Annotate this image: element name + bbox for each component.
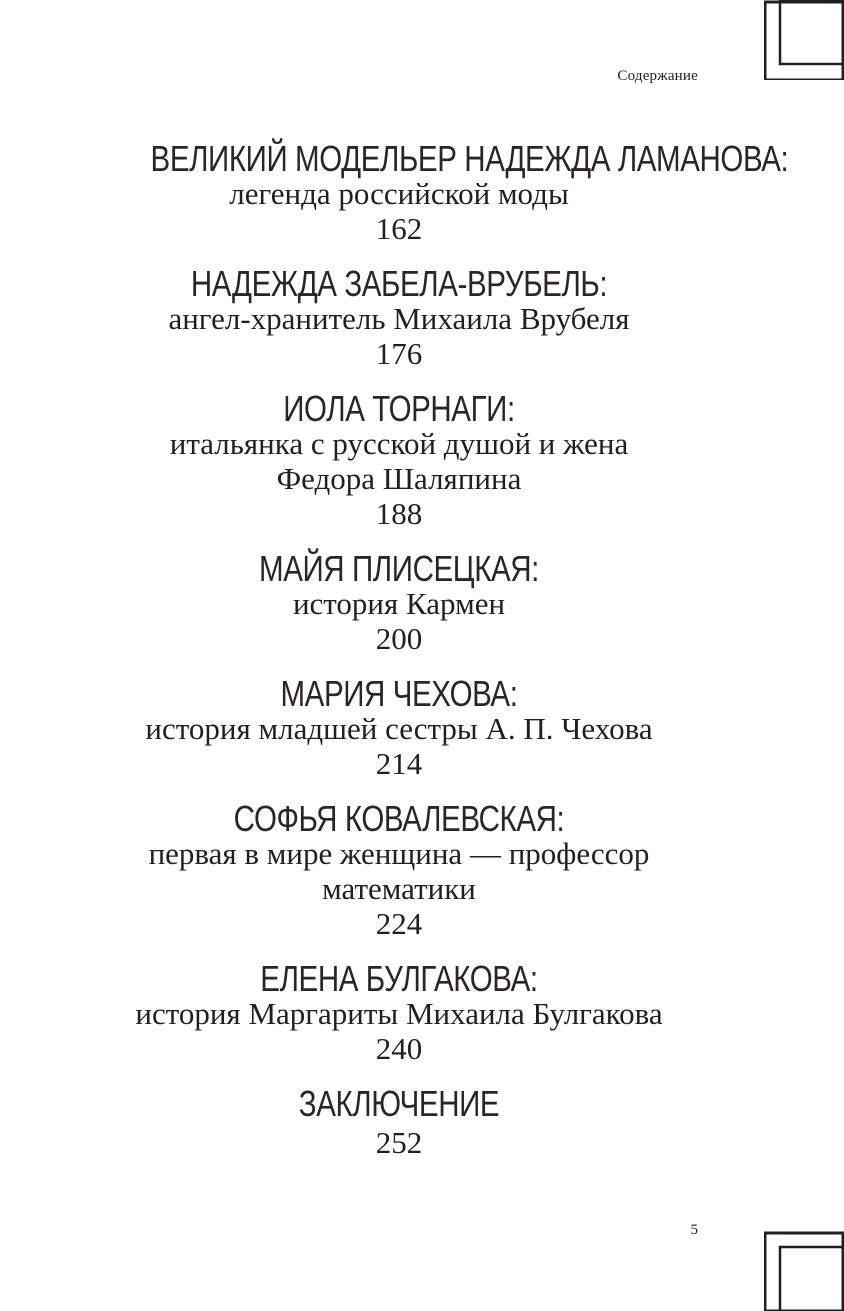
toc-entry-title: ИОЛА ТОРНАГИ: [283, 388, 515, 429]
toc-entry[interactable] [96, 673, 702, 781]
toc-entry[interactable] [96, 798, 702, 941]
toc-entry-page: 240 [375, 1031, 423, 1066]
toc-entry-page: 176 [375, 336, 423, 371]
toc-entry-subtitle: история младшей сестры А. П. Чехова [145, 711, 653, 746]
toc-entry-page: 224 [375, 906, 423, 941]
toc-entry-title: ВЕЛИКИЙ МОДЕЛЬЕР НАДЕЖДА ЛАМАНОВА: [150, 138, 789, 179]
table-of-contents [96, 138, 789, 1177]
corner-ornament-bottom [764, 1231, 844, 1311]
corner-ornament-top [764, 0, 844, 80]
toc-entry-title: СОФЬЯ КОВАЛЕВСКАЯ: [233, 798, 565, 839]
toc-entry-title: МАРИЯ ЧЕХОВА: [280, 673, 518, 714]
toc-entry-page: 162 [375, 211, 423, 246]
toc-entry-subtitle: итальянка с русской душой и жена Федора Шаляпина [169, 426, 629, 496]
toc-entry-title: ЕЛЕНА БУЛГАКОВА: [260, 958, 538, 999]
toc-entry[interactable] [96, 958, 702, 1066]
toc-entry-title: НАДЕЖДА ЗАБЕЛА-ВРУБЕЛЬ: [190, 263, 608, 304]
running-head: Содержание [617, 68, 698, 84]
toc-entry[interactable] [96, 263, 702, 371]
toc-entry[interactable] [96, 1083, 702, 1160]
toc-entry-page: 214 [375, 746, 423, 781]
toc-entry-title: ЗАКЛЮЧЕНИЕ [298, 1083, 500, 1124]
toc-entry-subtitle: легенда российской моды [229, 176, 569, 211]
toc-entry[interactable] [96, 138, 789, 246]
toc-entry-subtitle: ангел-хранитель Михаила Врубеля [168, 301, 630, 336]
toc-entry-title: МАЙЯ ПЛИСЕЦКАЯ: [259, 548, 539, 589]
toc-entry-page: 200 [375, 621, 423, 656]
toc-entry[interactable] [96, 388, 702, 531]
toc-entry[interactable] [96, 548, 702, 656]
toc-entry-page: 188 [375, 496, 423, 531]
toc-entry-page: 252 [375, 1125, 423, 1160]
page-number: 5 [690, 1222, 698, 1238]
toc-entry-subtitle: первая в мире женщина — профессор математики [148, 836, 650, 906]
toc-entry-subtitle: история Маргариты Михаила Булгакова [135, 996, 663, 1031]
toc-entry-subtitle: история Кармен [292, 586, 506, 621]
